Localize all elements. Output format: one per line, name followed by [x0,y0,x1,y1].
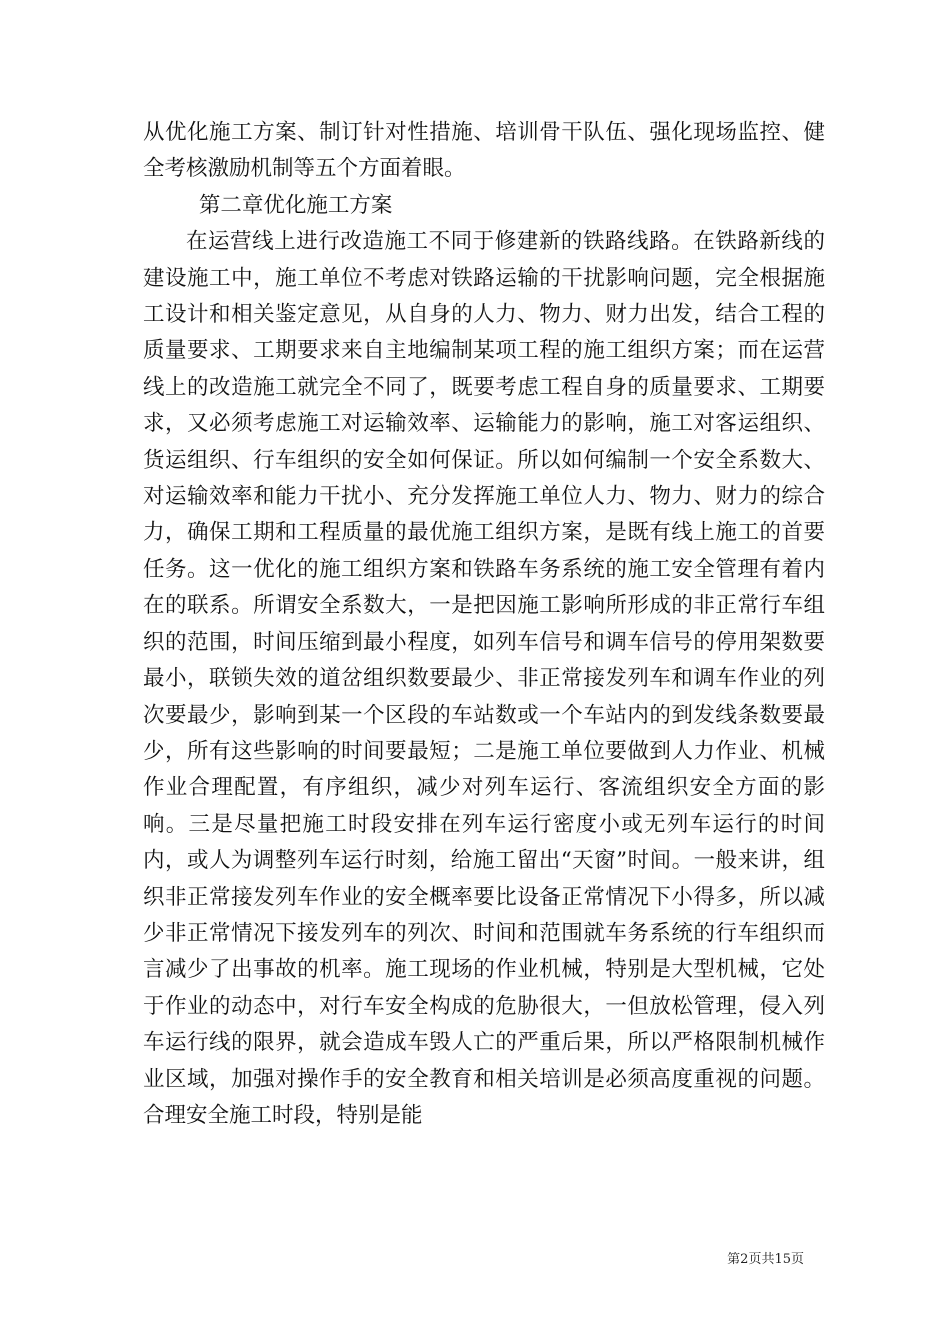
body-text [143,115,825,1134]
paragraph-main: 在运营线上进行改造施工不同于修建新的铁路线路。在铁路新线的建设施工中，施工单位不考虑对铁路运输的干扰影响问题，完全根据施工设计和相关鉴定意见，从自身的人力、物力、财力出发，结合工程的质量要求、工期要求来自主地编制某项工程的施工组织方案；而在运营线上的改造施工就完全不同了，既要考虑工程自身的质量要求、工期要求，又必须考虑施工对运输效率、运输能力的影响，施工对客运组织、货运组织、行车组织的安全如何保证。所以如何编制一个安全系数大、对运输效率和能力干扰小、充分发挥施工单位人力、物力、财力的综合力，确保工期和工程质量的最优施工组织方案，是既有线上施工的首要任务。这一优化的施工组织方案和铁路车务系统的施工安全管理有着内在的联系。所谓安全系数大，一是把因施工影响所形成的非正常行车组织的范围，时间压缩到最小程度，如列车信号和调车信号的停用架数要最小，联锁失效的道岔组织数要最少、非正常接发列车和调车作业的列次要最少，影响到某一个区段的车站数或一个车站内的到发线条数要最少，所有这些影响的时间要最短；二是施工单位要做到人力作业、机械作业合理配置，有序组织，减少对列车运行、客流组织安全方面的影响。三是尽量把施工时段安排在列车运行密度小或无列车运行的时间内，或人为调整列车运行时刻，给施工留出“天窗”时间。一般来讲，组织非正常接发列车作业的安全概率要比设备正常情况下小得多，所以减少非正常情况下接发列车的列次、时间和范围就车务系统的行车组织而言减少了出事故的机率。施工现场的作业机械，特别是大型机械，它处于作业的动态中，对行车安全构成的危胁很大，一但放松管理，侵入列车运行线的限界，就会造成车毁人亡的严重后果，所以严格限制机械作业区域，加强对操作手的安全教育和相关培训是必须高度重视的问题。合理安全施工时段，特别是能 [143,229,825,1128]
paragraph-continuation: 从优化施工方案、制订针对性措施、培训骨干队伍、强化现场监控、健全考核激励机制等五个方面着眼。 [143,120,825,182]
page-number: 第2页共15页 [727,1252,804,1267]
chapter-heading: 第二章优化施工方案 [198,192,393,218]
